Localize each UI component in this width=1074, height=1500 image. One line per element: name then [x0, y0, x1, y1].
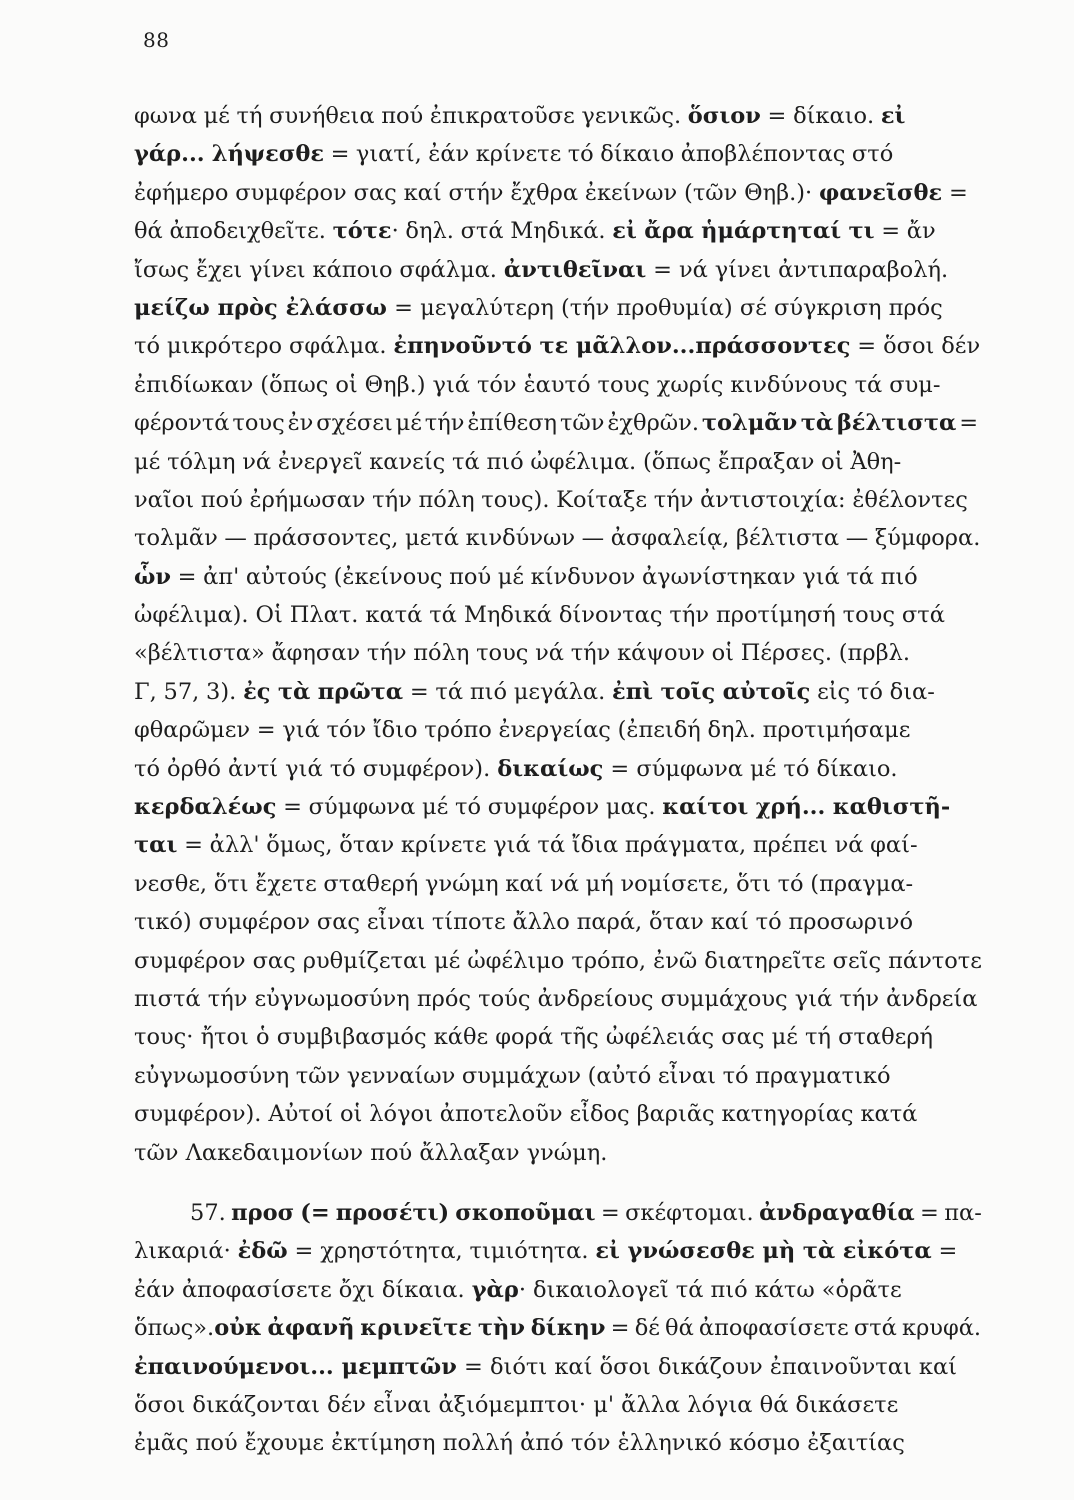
text-run: = δίκαιο. — [760, 103, 881, 129]
text-run: νεσθε, ὅτι ἔχετε σταθερή γνώμη καί νά μή νομίσετε, ὅτι τό (πραγμα- — [134, 870, 914, 897]
text-run: τῶν Λακεδαιμονίων πού ἄλλαξαν γνώμη. — [134, 1139, 608, 1166]
bold-term: ἐπηνοῦντό τε μᾶλλον...πράσσοντες — [393, 333, 851, 360]
text-line — [134, 788, 982, 826]
text-line — [134, 97, 982, 135]
text-run: ὠφέλιμα). Οἱ Πλατ. κατά τά Μηδικά δίνοντας τήν προτίμησή τους στά — [134, 602, 945, 629]
bold-term: ἐπὶ τοῖς αὐτοῖς — [612, 678, 811, 705]
text-line — [134, 1271, 982, 1309]
text-line — [134, 1095, 982, 1133]
text-run: = ἄν — [874, 218, 936, 245]
bold-term: ἀντιθεῖναι — [503, 256, 647, 283]
text-line — [134, 481, 982, 519]
text-run: ἐάν ἀποφασίσετε ὄχι δίκαια. — [134, 1276, 472, 1303]
text-run: = μεγαλύτερη (τήν προθυμία) σέ σύγκριση πρός — [386, 294, 943, 321]
text-run: = τά πιό μεγάλα. — [403, 678, 613, 705]
text-line — [134, 1134, 982, 1172]
bold-term: ἐς τὰ πρῶτα — [243, 678, 404, 705]
text-line — [134, 980, 982, 1018]
text-run: φέροντά τους ἐν σχέσει μέ τήν ἐπίθεση τῶν ἐχθρῶν. — [134, 410, 702, 437]
text-line — [134, 212, 982, 250]
text-run: τικό) συμφέρον σας εἶναι τίποτε ἄλλο παρά, ὅταν καί τό προσωρινό — [134, 909, 914, 936]
text-line — [134, 596, 982, 634]
bold-term: ἐδῶ — [237, 1238, 288, 1265]
text-run: τό ὀρθό ἀντί γιά τό συμφέρον). — [134, 755, 498, 782]
text-line — [134, 366, 982, 404]
text-run: ὅσοι δικάζονται δέν εἶναι ἀξιόμεμπτοι· μ' ἄλλα λόγια θά δικάσετε — [134, 1391, 899, 1418]
bold-term: εἰ ἄρα ἡμάρτηταί τι — [612, 218, 875, 245]
text-run: μέ τόλμη νά ἐνεργεῖ κανείς τά πιό ὠφέλιμα. (ὅπως ἔπραξαν οἱ Ἀθη- — [134, 448, 902, 475]
bold-term: ὧν — [134, 563, 172, 590]
text-run: = γιατί, ἐάν κρίνετε τό δίκαιο ἀποβλέποντας στό — [324, 141, 894, 168]
text-run: = σύμφωνα μέ τό δίκαιο. — [603, 755, 898, 782]
bold-term: ὅσιον — [687, 103, 761, 129]
paragraph-gap — [134, 1172, 982, 1194]
text-run: εὐγνωμοσύνη τῶν γενναίων συμμάχων (αὐτό εἶναι τό πραγματικό — [134, 1062, 891, 1089]
text-run: = ἀλλ' ὅμως, ὅταν κρίνετε γιά τά ἴδια πράγματα, πρέπει νά φαί- — [177, 832, 918, 859]
text-line — [134, 519, 982, 557]
text-run: = δέ θά ἀποφασίσετε στά κρυφά. — [605, 1315, 982, 1342]
text-line — [134, 1057, 982, 1095]
bold-term: εἰ — [880, 103, 906, 129]
text-line — [134, 942, 982, 980]
text-run: φθαρῶμεν = γιά τόν ἴδιο τρόπο ἐνεργείας (ἐπειδή δηλ. προτιμήσαμε — [134, 717, 911, 744]
bold-term: γάρ... λήψεσθε — [134, 141, 325, 168]
text-line — [134, 327, 982, 365]
text-line — [134, 903, 982, 941]
bold-term: οὐκ ἀφανῆ κρινεῖτε τὴν δίκην — [214, 1315, 606, 1342]
text-line — [134, 1424, 982, 1462]
text-run: ἐπιδίωκαν (ὅπως οἱ Θηβ.) γιά τόν ἑαυτό τους χωρίς κινδύνους τά συμ- — [134, 371, 941, 398]
text-run: 57. — [190, 1199, 232, 1226]
commentary-text — [134, 97, 982, 1463]
bold-term: προσ (= προσέτι) σκοποῦμαι — [231, 1199, 596, 1226]
text-run: Γ, 57, 3). — [134, 678, 244, 705]
bold-term: γὰρ — [471, 1276, 519, 1303]
text-line — [134, 1309, 982, 1347]
text-run: · δικαιολογεῖ τά πιό κάτω «ὁρᾶτε — [518, 1276, 902, 1303]
text-run: = πα- — [914, 1199, 982, 1226]
text-run: = ὅσοι δέν — [850, 333, 981, 360]
text-line — [134, 826, 982, 864]
text-run: = σύμφωνα μέ τό συμφέρον μας. — [276, 794, 663, 821]
text-line — [134, 135, 982, 173]
text-line — [134, 865, 982, 903]
text-run: ναῖοι πού ἐρήμωσαν τήν πόλη τους). Κοίταξε τήν ἀντιστοιχία: ἐθέλοντες — [134, 486, 968, 513]
bold-term: κερδαλέως — [134, 794, 277, 821]
text-run: = — [942, 179, 968, 206]
text-run: πιστά τήν εὐγνωμοσύνη πρός τούς ἀνδρείους συμμάχους γιά τήν ἀνδρεία — [134, 985, 978, 1012]
text-run: «βέλτιστα» ἄφησαν τήν πόλη τους νά τήν κάψουν οἱ Πέρσες. (πρβλ. — [134, 640, 910, 667]
bold-term: ἐπαινούμενοι... μεμπτῶν — [134, 1353, 457, 1380]
text-line — [134, 404, 982, 442]
text-line — [134, 634, 982, 672]
text-run: = ἀπ' αὐτούς (ἐκείνους πού μέ κίνδυνον ἀγωνίστηκαν γιά τά πιό — [171, 563, 918, 590]
text-run: τους· ἤτοι ὁ συμβιβασμός κάθε φορά τῆς ὠφέλειάς σας μέ τή σταθερή — [134, 1024, 934, 1051]
text-line — [134, 1386, 982, 1424]
text-run: τολμᾶν — πράσσοντες, μετά κινδύνων — ἀσφαλείᾳ, βέλτιστα — ξύμφορα. — [134, 525, 981, 552]
bold-term: μείζω πρὸς ἐλάσσω — [134, 294, 387, 321]
bold-term: τολμᾶν τὰ βέλτιστα — [701, 410, 957, 437]
bold-term: ται — [134, 832, 178, 859]
text-run: τό μικρότερο σφάλμα. — [134, 333, 394, 360]
text-run: φωνα μέ τή συνήθεια πού ἐπικρατοῦσε γενικῶς. — [134, 103, 688, 129]
text-line — [134, 673, 982, 711]
text-run: συμφέρον σας ρυθμίζεται μέ ὠφέλιμο τρόπο, ἐνῶ διατηρεῖτε σεῖς πάντοτε — [134, 947, 982, 974]
text-line — [134, 711, 982, 749]
bold-term: φανεῖσθε — [819, 179, 943, 206]
text-line — [134, 289, 982, 327]
text-line — [134, 750, 982, 788]
bold-term: εἰ γνώσεσθε μὴ τὰ εἰκότα — [595, 1238, 932, 1265]
text-line — [134, 558, 982, 596]
text-line — [134, 443, 982, 481]
text-run: = νά γίνει ἀντιπαραβολή. — [646, 256, 949, 283]
text-run: = σκέφτομαι. — [595, 1199, 760, 1226]
text-run: ὅπως». — [134, 1315, 215, 1342]
text-line — [134, 1194, 982, 1232]
text-line — [134, 1348, 982, 1386]
bold-term: καίτοι χρή... καθιστῆ- — [662, 794, 951, 821]
text-run: θά ἀποδειχθεῖτε. — [134, 218, 333, 245]
text-run: ἴσως ἔχει γίνει κάποιο σφάλμα. — [134, 256, 504, 283]
text-run: ἐφήμερο συμφέρον σας καί στήν ἔχθρα ἐκείνων (τῶν Θηβ.)· — [134, 179, 820, 206]
text-run: λικαριά· — [134, 1238, 238, 1265]
text-run: εἰς τό δια- — [810, 678, 935, 705]
page-number: 88 — [143, 28, 170, 52]
bold-term: δικαίως — [497, 755, 604, 782]
text-run: · δηλ. στά Μηδικά. — [391, 218, 613, 245]
text-line — [134, 1018, 982, 1056]
text-run: = χρηστότητα, τιμιότητα. — [287, 1238, 596, 1265]
text-run: ἐμᾶς πού ἔχουμε ἐκτίμηση πολλή ἀπό τόν ἑλληνικό κόσμο ἐξαιτίας — [134, 1430, 905, 1457]
text-run: = — [956, 410, 979, 437]
text-line — [134, 174, 982, 212]
text-run: συμφέρον). Αὐτοί οἱ λόγοι ἀποτελοῦν εἶδος βαριᾶς κατηγορίας κατά — [134, 1101, 918, 1128]
text-run: = διότι καί ὅσοι δικάζουν ἐπαινοῦνται καί — [456, 1353, 958, 1380]
text-run: = — [931, 1238, 958, 1265]
text-line — [134, 1232, 982, 1270]
bold-term: τότε — [332, 218, 392, 245]
bold-term: ἀνδραγαθία — [759, 1199, 915, 1226]
text-line — [134, 251, 982, 289]
